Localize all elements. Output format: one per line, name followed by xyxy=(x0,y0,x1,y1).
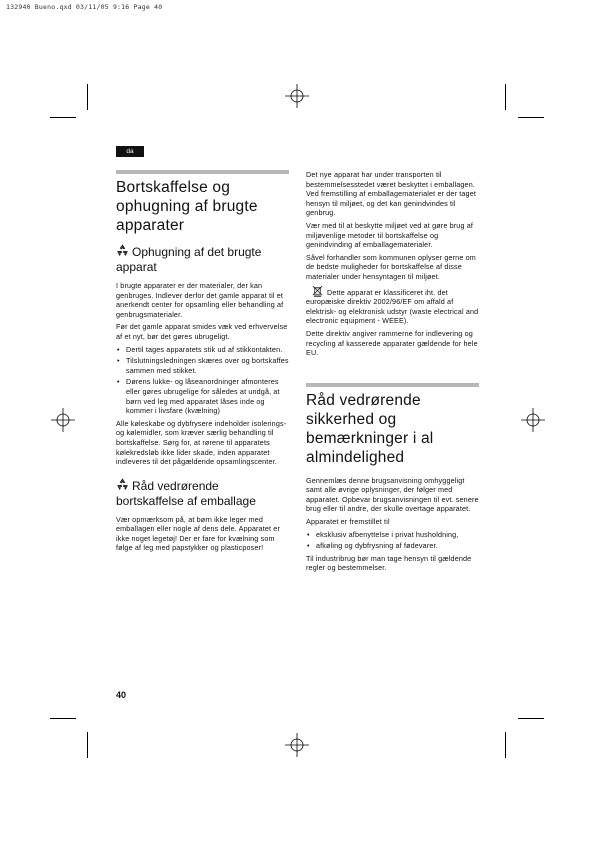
weee-paragraph xyxy=(306,285,479,326)
crossed-bin-icon xyxy=(312,285,323,297)
crop-mark xyxy=(505,732,506,758)
crop-mark xyxy=(50,718,76,719)
paragraph: Før det gamle apparat smides væk ved erhvervelse af et nyt, bør det gøres ubrugeligt. xyxy=(116,322,288,341)
paragraph: Såvel forhandler som kommunen oplyser gerne om de bedste muligheder for bortskaffelse af disse materialer under hensyntagen til miljøet. xyxy=(306,252,476,281)
registration-mark-icon xyxy=(285,733,309,757)
page-title: Bortskaffelse og ophugning af brugte apparater xyxy=(116,179,258,234)
registration-mark-icon xyxy=(51,408,75,432)
crop-mark xyxy=(505,84,506,110)
paragraph: Dette direktiv angiver rammerne for indlevering og recycling af kasserede apparater gældende for hele EU. xyxy=(306,328,478,358)
section-rule xyxy=(306,383,479,387)
crop-mark xyxy=(518,718,544,719)
section-title-safety: Råd vedrørende sikkerhed og bemærkninger i al almindelighed xyxy=(306,391,434,466)
crop-mark xyxy=(87,84,88,110)
section-rule xyxy=(116,170,289,174)
list-item: • afkøling og dybfrysning af fødevarer. xyxy=(306,541,479,551)
language-tab: da xyxy=(116,146,144,157)
registration-mark-icon xyxy=(285,84,309,108)
paragraph: I brugte apparater er der materialer, der kan genbruges. Indlever derfor det gamle apparat til et anerkendt center for opsamling eller behandling af genbrugsmaterialer. xyxy=(116,281,284,319)
paragraph: Til industribrug bør man tage hensyn til gældende regler og bestemmelser. xyxy=(306,553,472,573)
right-column xyxy=(306,170,479,576)
registration-mark-icon xyxy=(521,408,545,432)
print-slug: 132940 Bueno.qxd 03/11/05 9:16 Page 40 xyxy=(6,3,163,11)
crop-mark xyxy=(50,117,76,118)
left-column xyxy=(116,170,289,556)
section-heading-text: Råd vedrørende bortskaffelse af emballage xyxy=(116,478,256,508)
paragraph: Vær opmærksom på, at børn ikke leger med emballagen eller nogle af dens dele. Apparatet er ikke noget legetøj! Der er fare for kvælning som følge af leg med papstykker og plasticposer! xyxy=(116,514,280,553)
section-heading-disposal xyxy=(116,244,289,275)
weee-text: Dette apparat er klassificeret iht. det europæiske direktiv 2002/96/EF om affald af elektrisk- og elektronisk udstyr (waste electrical and electronic equipment - WEEE). xyxy=(306,287,479,326)
paragraph: Alle køleskabe og dybfrysere indeholder isolerings- og kølemidler, som kræver særlig behandling til bortskaffelse. Sørg for, at rørene til apparatets kølekredsløb ikke lider skade, inden apparatet indleveres til det pågældende opsamlingscenter. xyxy=(116,418,287,467)
bullet-list xyxy=(306,530,479,551)
section-heading-packaging xyxy=(116,478,289,509)
page-number: 40 xyxy=(116,690,127,700)
paragraph: Det nye apparat har under transporten til bestemmelsesstedet været beskyttet i emballagen. Ved fremstilling af emballagematerialet er der taget hensyn til miljøet, og det kan genindvindes til genbrug. xyxy=(306,170,477,218)
paragraph: Apparatet er fremstillet til xyxy=(306,517,390,527)
section-heading-text: Ophugning af det brugte apparat xyxy=(116,245,262,274)
recycle-icon xyxy=(116,478,129,491)
list-item: • Tilslutningsledningen skæres over og bortskaffes sammen med stikket. xyxy=(116,356,289,375)
paragraph: Vær med til at beskytte miljøet ved at gøre brug af miljøvenlige metoder til bortskaffelse og genindvinding af emballagematerialer. xyxy=(306,220,474,250)
list-item: • Dertil tages apparatets stik ud af stikkontakten. xyxy=(116,345,289,355)
bullet-list xyxy=(116,345,289,416)
list-item: • Dørens lukke- og låseanordninger afmonteres eller gøres ubrugelige for således at undgå, at børn ved leg med apparatet låses inde og kommer i livsfare (kvælning) xyxy=(116,377,289,415)
list-item: • eksklusiv afbenyttelse i privat husholdning, xyxy=(306,530,479,540)
crop-mark xyxy=(87,732,88,758)
recycle-icon xyxy=(116,244,129,257)
paragraph: Gennemlæs denne brugsanvisning omhyggeligt samt alle øvrige oplysninger, der følger med apparatet. Opbevar brugsanvisningen til evt. senere brug eller til andre, der skulle overtage apparatet. xyxy=(306,475,479,514)
crop-mark xyxy=(518,117,544,118)
